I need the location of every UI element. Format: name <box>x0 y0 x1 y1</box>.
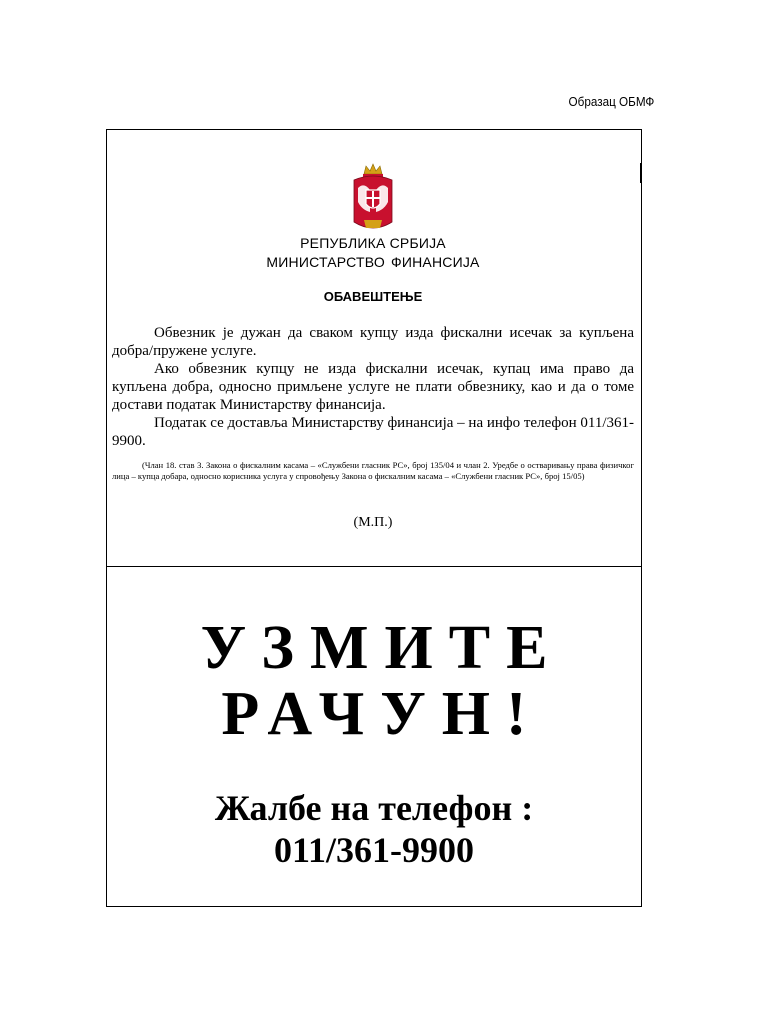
slogan-line-2: РАЧУН! <box>221 680 543 748</box>
ministry-name: МИНИСТАРСТВО ФИНАНСИЈА <box>266 254 480 270</box>
box-edge-mark <box>640 163 641 183</box>
notice-paragraph: Обвезник је дужан да сваком купцу изда фискални исечак за купљена добра/пружене услуге. <box>112 325 634 359</box>
form-label: Образац ОБМФ <box>568 94 654 109</box>
complaints-label: Жалбе на телефон : <box>214 788 534 828</box>
republic-name: РЕПУБЛИКА СРБИЈА <box>300 235 446 251</box>
notice-title: ОБАВЕШТЕЊЕ <box>323 289 423 304</box>
notice-paragraph: Ако обвезник купцу не изда фискални исечак, купац има право да купљена добра, односно примљене услуге не плати обвезнику, као и да о томе достави податак Министарству финансија. <box>112 361 634 413</box>
slogan-line-1: УЗМИТЕ <box>200 614 564 682</box>
stamp-placeholder: (М.П.) <box>353 515 393 530</box>
notice-body <box>112 324 634 450</box>
notice-paragraph: Податак се доставља Министарству финансија – на инфо телефон 011/361-9900. <box>112 415 635 449</box>
slogan-box <box>106 566 642 907</box>
serbian-coat-of-arms-icon <box>350 162 396 236</box>
legal-note: (Члан 18. став 3. Закона о фискалним касама – «Службени гласник РС», број 135/04 и члан 2. Уредбе о остваривању права физичког лица – купца добара, односно корисника услуга у спровођењу Закона о фискалним касама – «Службени гласник РС», број 15/05) <box>112 460 634 481</box>
complaints-phone: 011/361-9900 <box>273 830 474 870</box>
